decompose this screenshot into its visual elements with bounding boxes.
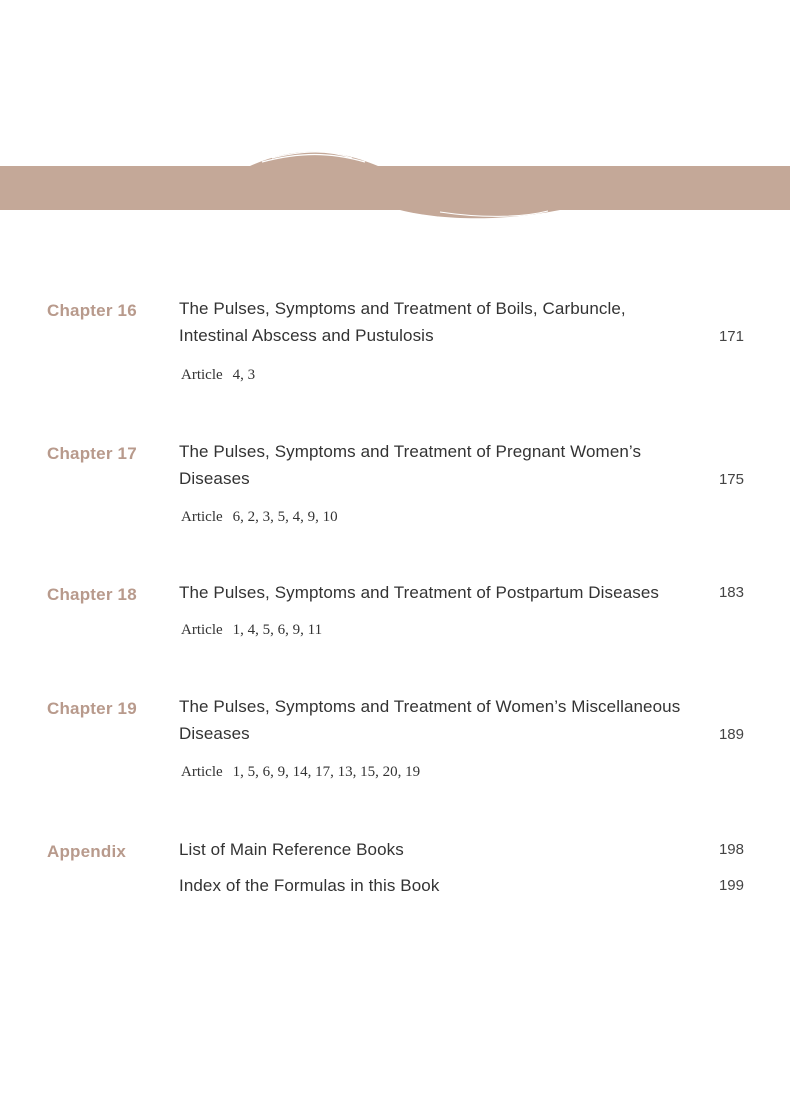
article-numbers: 1, 4, 5, 6, 9, 11 (232, 622, 323, 638)
appendix-item-formula-index[interactable]: Index of the Formulas in this Book (179, 876, 440, 895)
article-numbers: 6, 2, 3, 5, 4, 9, 10 (232, 509, 338, 525)
chapter-title-line: The Pulses, Symptoms and Treatment of Women’s Miscellaneous (179, 697, 681, 716)
page-number: 175 (718, 471, 744, 488)
article-word: Article (181, 764, 223, 780)
article-list (181, 509, 338, 526)
appendix-item-reference-books[interactable]: List of Main Reference Books (179, 840, 404, 859)
chapter-title-line: Diseases (179, 469, 250, 488)
chapter-title-line: The Pulses, Symptoms and Treatment of Pregnant Women’s (179, 442, 642, 461)
chapter-title-line: The Pulses, Symptoms and Treatment of Postpartum Diseases (179, 583, 660, 602)
appendix-label: Appendix (47, 842, 127, 861)
page-number: 199 (718, 877, 744, 894)
chapter-label: Chapter 18 (47, 585, 137, 604)
article-word: Article (181, 509, 223, 525)
chapter-title-line: The Pulses, Symptoms and Treatment of Boils, Carbuncle, (179, 299, 626, 318)
chapter-label: Chapter 17 (47, 444, 137, 463)
article-list (181, 622, 322, 639)
article-list (181, 367, 255, 384)
page-number: 171 (718, 328, 744, 345)
page-number: 189 (718, 726, 744, 743)
chapter-label: Chapter 19 (47, 699, 137, 718)
chapter-title-line: Diseases (179, 724, 250, 743)
chapter-title-line: Intestinal Abscess and Pustulosis (179, 326, 434, 345)
article-list (181, 764, 420, 781)
article-numbers: 1, 5, 6, 9, 14, 17, 13, 15, 20, 19 (232, 764, 421, 780)
page-number: 198 (718, 841, 744, 858)
chapter-label: Chapter 16 (47, 301, 137, 320)
page-number: 183 (718, 584, 744, 601)
article-numbers: 4, 3 (232, 367, 256, 383)
article-word: Article (181, 622, 223, 638)
article-word: Article (181, 367, 223, 383)
